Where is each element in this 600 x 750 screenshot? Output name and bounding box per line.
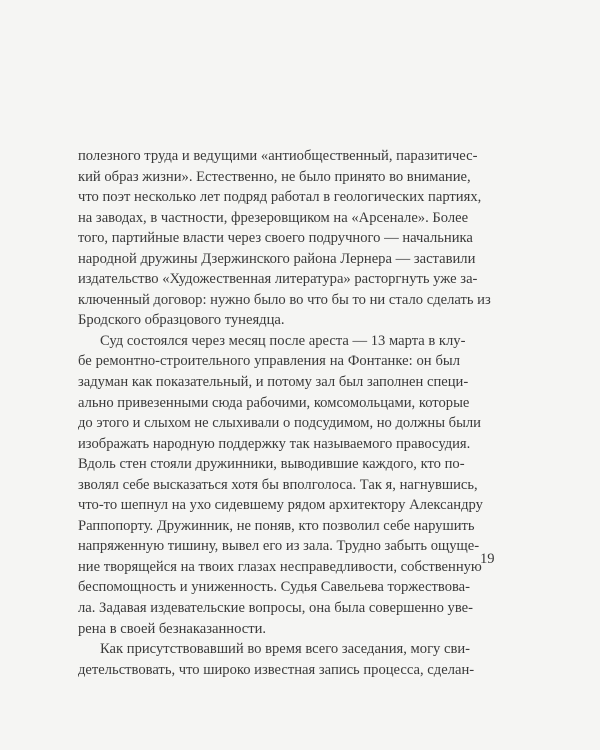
text-line: ключенный договор: нужно было во что бы то ни стало сделать из (78, 291, 491, 308)
paragraph-2 (78, 331, 483, 639)
text-line: зволял себе высказаться хотя бы вполголоса. Так я, нагнувшись, (78, 476, 478, 493)
text-line: Как присутствовавший во время всего заседания, могу сви- (100, 641, 471, 658)
text-line: народной дружины Дзержинского района Лернера — заставили (78, 250, 476, 267)
text-line: детельствовать, что широко известная запись процесса, сделан- (78, 661, 475, 678)
text-line: издательство «Художественная литература» расторгнуть уже за- (78, 271, 478, 288)
page-number: 19 (480, 551, 495, 567)
text-line: беспомощность и униженность. Судья Савельева торжествова- (78, 579, 471, 596)
paragraph-3 (78, 639, 475, 680)
text-line: до этого и слыхом не слыхивали о подсудимом, но должны были (78, 415, 481, 432)
text-line: ние творящейся на твоих глазах несправедливости, собственную (78, 558, 482, 575)
text-line: напряженную тишину, вывел его из зала. Трудно забыть ощуще- (78, 538, 480, 555)
paragraph-1 (78, 146, 491, 331)
text-line: Раппопорту. Дружинник, не поняв, кто позволил себе нарушить (78, 517, 475, 534)
text-line: того, партийные власти через своего подручного — начальника (78, 230, 473, 247)
text-line: задуман как показательный, и потому зал был заполнен специ- (78, 374, 469, 391)
text-line: что-то шепнул на ухо сидевшему рядом архитектору Александру (78, 497, 483, 514)
text-line: рена в своей безнаказанности. (78, 620, 267, 637)
text-line: Вдоль стен стояли дружинники, выводившие каждого, кто по- (78, 456, 465, 473)
text-line: бе ремонтно-строительного управления на Фонтанке: он был (78, 353, 460, 370)
text-line: кий образ жизни». Естественно, не было принято во внимание, (78, 168, 471, 185)
text-line: Бродского образцового тунеядца. (78, 312, 285, 329)
text-line: изображать народную поддержку так называемого правосудия. (78, 435, 471, 452)
text-line: что поэт несколько лет подряд работал в геологических партиях, (78, 189, 482, 206)
text-line: на заводах, в частности, фрезеровщиком на «Арсенале». Более (78, 209, 469, 226)
text-line: ла. Задавая издевательские вопросы, она была совершенно уве- (78, 600, 473, 617)
text-line: ально привезенными сюда рабочими, комсомольцами, которые (78, 394, 470, 411)
text-line: полезного труда и ведущими «антиобщественный, паразитичес- (78, 148, 478, 164)
text-line: Суд состоялся через месяц после ареста — 13 марта в клу- (100, 332, 466, 349)
